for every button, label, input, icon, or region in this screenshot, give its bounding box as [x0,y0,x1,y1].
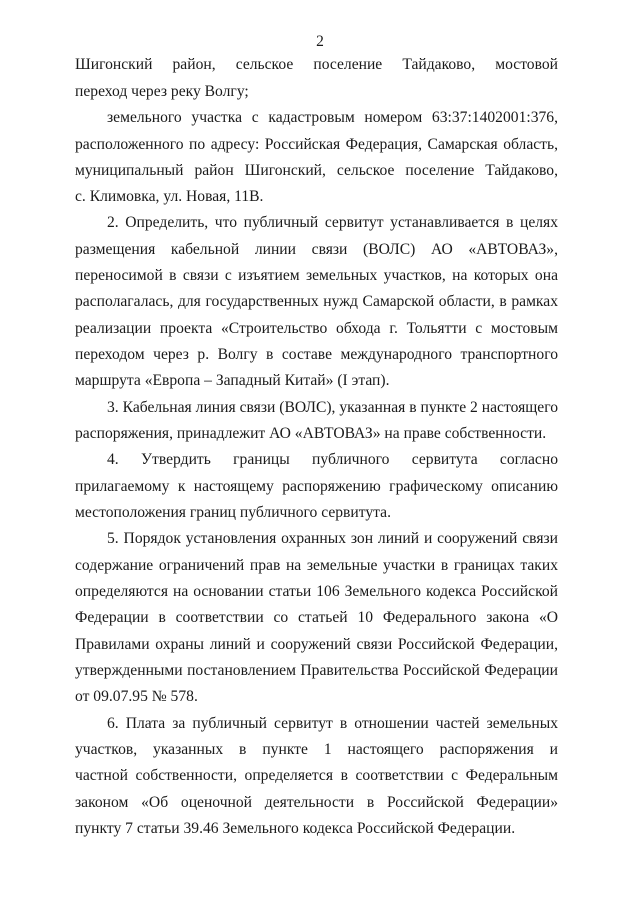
text-line: определяются на основании статьи 106 Земельного кодекса Российской [75,583,558,600]
text-line: 6. Плата за публичный сервитут в отношении частей земельных [107,715,558,732]
text-line: утвержденными постановлением Правительства Российской Федерации [75,662,558,679]
text-line: 5. Порядок установления охранных зон линий и сооружений связи [107,530,558,547]
text-line: содержание ограничений прав на земельные участки в границах таких [75,557,558,574]
text-line: участков, указанных в пункте 1 настоящего распоряжения и [75,741,558,758]
text-line: законом «Об оценочной деятельности в Российской Федерации» [75,794,558,811]
text-line: прилагаемому к настоящему распоряжению графическому описанию [75,478,558,495]
text-line: располагалась, для государственных нужд Самарской области, в рамках [75,293,558,310]
text-line: Правилами охраны линий и сооружений связи Российской Федерации, [75,636,558,653]
text-line: частной собственности, определяется в соответствии с Федеральным [75,767,558,784]
text-line: от 09.07.95 № 578. [75,688,198,705]
text-line: 3. Кабельная линия связи (ВОЛС), указанная в пункте 2 настоящего [107,399,558,416]
text-line: муниципальный район Шигонский, сельское поселение Тайдаково, [75,162,558,179]
text-line: местоположения границ публичного сервитута. [75,504,391,521]
text-line: 2. Определить, что публичный сервитут устанавливается в целях [107,214,558,231]
text-line: маршрута «Европа – Западный Китай» (I этап). [75,372,390,389]
text-line: переход через реку Волгу; [75,83,249,100]
text-line: пункту 7 статьи 39.46 Земельного кодекса Российской Федерации. [75,820,516,837]
text-line: Федерации в соответствии со статьей 10 Федерального закона «О [75,609,558,626]
text-line: распоряжения, принадлежит АО «АВТОВАЗ» на праве собственности. [75,425,547,442]
page-number: 2 [316,33,324,50]
text-line: 4. Утвердить границы публичного сервитута согласно [107,451,558,468]
text-line: переходом через р. Волгу в составе международного транспортного [75,346,558,363]
text-line: земельного участка с кадастровым номером 63:37:1402001:376, [107,109,558,126]
text-line: с. Климовка, ул. Новая, 11В. [75,188,264,205]
text-line: реализации проекта «Строительство обхода г. Тольятти с мостовым [75,320,558,337]
text-line: Шигонский район, сельское поселение Тайдаково, мостовой [75,56,558,73]
text-line: размещения кабельной линии связи (ВОЛС) АО «АВТОВАЗ», [75,241,558,258]
text-line: расположенного по адресу: Российская Федерация, Самарская область, [75,136,558,153]
text-line: переносимой в связи с изъятием земельных участков, на которых она [75,267,558,284]
